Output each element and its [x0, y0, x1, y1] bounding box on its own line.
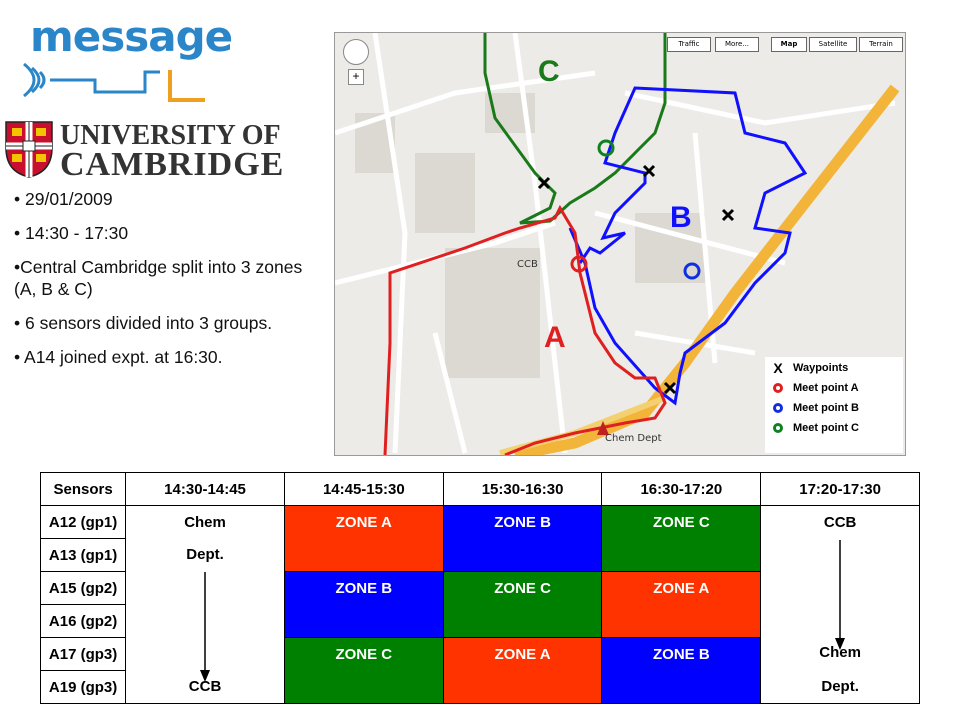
down-arrow-icon — [199, 572, 211, 684]
map-legend — [765, 357, 903, 453]
table-header-row — [41, 473, 920, 506]
table-row — [41, 506, 920, 539]
slot5-cell — [761, 506, 920, 704]
sensor-cell: A16 (gp2) — [41, 605, 126, 638]
header-slot-2: 14:45-15:30 — [284, 473, 443, 506]
university-line1: UNIVERSITY OF — [60, 120, 281, 151]
sensor-cell: A12 (gp1) — [41, 506, 126, 539]
map-pan-control[interactable] — [343, 39, 369, 65]
zone-cell: ZONE A — [443, 638, 602, 704]
university-logo — [4, 120, 294, 183]
meet-point-b-icon — [773, 403, 783, 413]
map-terrain-button[interactable]: Terrain — [859, 37, 903, 52]
slot5-chem-label: Chem — [819, 644, 861, 661]
note-date: • 29/01/2009 — [14, 189, 113, 209]
map-satellite-button[interactable]: Satellite — [809, 37, 857, 52]
legend-waypoints: X Waypoints — [769, 359, 848, 377]
zone-b-label: B — [670, 201, 692, 234]
meet-point-a-icon — [773, 383, 783, 393]
map-map-button[interactable]: Map — [771, 37, 807, 52]
zone-c-label: C — [538, 55, 560, 88]
zone-a-label: A — [544, 321, 566, 354]
zone-map[interactable] — [334, 32, 906, 456]
zone-cell: ZONE B — [284, 572, 443, 638]
legend-meet-a: Meet point A — [769, 379, 859, 397]
zone-cell: ZONE B — [443, 506, 602, 572]
zone-cell: ZONE B — [602, 638, 761, 704]
sensor-cell: A19 (gp3) — [41, 671, 126, 704]
map-zoom-in-button[interactable]: + — [348, 69, 364, 85]
header-slot-5: 17:20-17:30 — [761, 473, 920, 506]
slot5-ccb-label: CCB — [823, 514, 857, 531]
message-logo — [20, 10, 233, 105]
header-slot-1: 14:30-14:45 — [126, 473, 285, 506]
map-more-button[interactable]: More... — [715, 37, 759, 52]
x-icon: X — [773, 360, 783, 376]
down-arrow-icon — [834, 540, 846, 652]
sensor-schedule-table — [40, 472, 920, 704]
header-sensors: Sensors — [41, 473, 126, 506]
slot1-ccb-label: CCB — [188, 678, 222, 695]
zone-cell: ZONE A — [602, 572, 761, 638]
slot5-dept-label: Dept. — [821, 678, 859, 695]
meet-point-c-icon — [773, 423, 783, 433]
university-line2: CAMBRIDGE — [60, 146, 285, 183]
legend-meet-b: Meet point B — [769, 399, 859, 417]
slot1-chem-label: Chem — [184, 514, 226, 531]
experiment-notes — [14, 188, 319, 380]
sensor-cell: A15 (gp2) — [41, 572, 126, 605]
chem-dept-map-label: Chem Dept — [605, 433, 662, 444]
zone-cell: ZONE A — [284, 506, 443, 572]
slot1-dept-label: Dept. — [186, 546, 224, 563]
ccb-map-label: CCB — [517, 259, 538, 270]
note-sensors: • 6 sensors divided into 3 groups. — [14, 313, 273, 333]
header-slot-4: 16:30-17:20 — [602, 473, 761, 506]
sensor-cell: A17 (gp3) — [41, 638, 126, 671]
crest-icon — [4, 120, 54, 178]
legend-meet-c: Meet point C — [769, 419, 859, 437]
slot1-cell — [126, 506, 285, 704]
message-logo-text: message — [30, 12, 233, 61]
signal-icon — [20, 10, 220, 105]
note-zones: •Central Cambridge split into 3 zones (A, B & C) — [14, 257, 303, 299]
header-slot-3: 15:30-16:30 — [443, 473, 602, 506]
sensor-cell: A13 (gp1) — [41, 539, 126, 572]
zone-cell: ZONE C — [443, 572, 602, 638]
note-time: • 14:30 - 17:30 — [14, 223, 129, 243]
map-traffic-button[interactable]: Traffic — [667, 37, 711, 52]
zone-cell: ZONE C — [602, 506, 761, 572]
note-a14: • A14 joined expt. at 16:30. — [14, 347, 223, 367]
zone-cell: ZONE C — [284, 638, 443, 704]
